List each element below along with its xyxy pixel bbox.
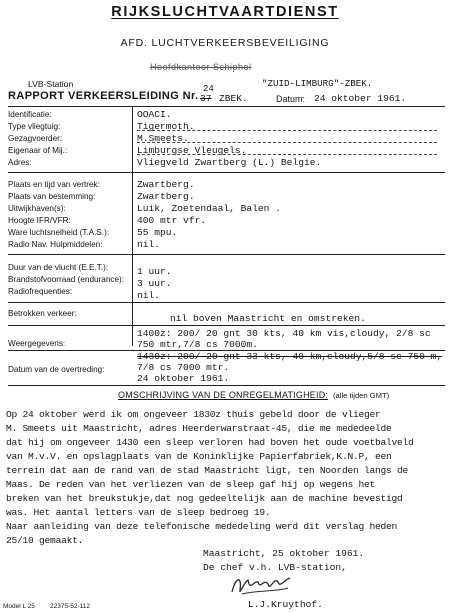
station-label: LVB-Station bbox=[28, 79, 74, 89]
field-label: Uitwijkhaven(s): bbox=[8, 204, 66, 213]
place-date: Maastricht, 25 oktober 1961. bbox=[203, 548, 365, 559]
narrative-line: 25/10 gemaakt. bbox=[6, 535, 84, 546]
document-subtitle: AFD. LUCHTVERKEERSBEVEILIGING bbox=[120, 37, 330, 49]
address-value: Vliegveld Zwartberg (L.) Belgie. bbox=[137, 157, 322, 168]
dotted-line bbox=[137, 142, 437, 143]
row-rule bbox=[8, 172, 445, 173]
station-value: "ZUID-LIMBURG"-ZBEK. bbox=[262, 78, 373, 89]
struck-office-name: Hoofdkantoor Schiphol bbox=[150, 62, 252, 72]
weather-line: 1400z: 200/ 20 gnt 30 kts, 40 km vis,cloudy, 2/8 sc bbox=[137, 328, 431, 339]
destination-value: Zwartberg. bbox=[137, 191, 195, 202]
report-suffix: ZBEK. bbox=[219, 93, 248, 104]
chief-title: De chef v.h. LVB-station, bbox=[203, 562, 347, 573]
narrative-line: was. Het aantal letters van de sleep bedroeg 19. bbox=[6, 507, 271, 518]
row-rule bbox=[8, 325, 445, 326]
flight-duration-value: 1 uur. bbox=[137, 266, 172, 277]
departure-value: Zwartberg. bbox=[137, 179, 195, 190]
endurance-value: 3 uur. bbox=[137, 278, 172, 289]
print-code: 22375-52-112 bbox=[50, 603, 90, 610]
field-label: Radio Nav. Hulpmiddelen: bbox=[8, 240, 103, 249]
dotted-line bbox=[137, 154, 437, 155]
narrative-line: dat hij om ongeveer 1430 een sleep verloren had boven het oude voetbalveld bbox=[6, 437, 414, 448]
signatory-name: L.J.Kruythof. bbox=[248, 599, 323, 610]
report-number-new: 24 bbox=[203, 84, 214, 94]
airspeed-value: 55 mpu. bbox=[137, 227, 178, 238]
field-label: Gezagvoerder: bbox=[8, 134, 63, 143]
row-rule bbox=[8, 254, 445, 255]
field-label: Hoogte IFR/VFR: bbox=[8, 216, 71, 225]
field-label: Plaats en tijd van vertrek: bbox=[8, 180, 100, 189]
field-label: Duur van de vlucht (E.E.T.): bbox=[8, 263, 109, 272]
form-code: Model L 25 bbox=[3, 603, 35, 610]
narrative-line: Op 24 oktober werd ik om ongeveer 1830z thuis gebeld door de vlieger bbox=[6, 409, 381, 420]
column-divider bbox=[132, 106, 133, 346]
report-label: RAPPORT VERKEERSLEIDING Nr. bbox=[8, 90, 199, 102]
violation-date-value: 24 oktober 1961. bbox=[137, 373, 230, 384]
dotted-line bbox=[137, 130, 437, 131]
narrative-line: terrein dat aan de rand van de stad Maastricht ligt, ten Noorden langs de bbox=[6, 465, 409, 476]
date-label: Datum: bbox=[276, 94, 306, 104]
aircraft-type-value: Tigermoth. bbox=[137, 121, 195, 132]
traffic-value: nil boven Maastricht en omstreken. bbox=[170, 313, 366, 324]
field-label: Identificatie: bbox=[8, 110, 52, 119]
field-label: Type vliegtuig: bbox=[8, 122, 61, 131]
time-note: (alle tijden GMT) bbox=[333, 391, 390, 400]
radio-frequencies-value: nil. bbox=[137, 290, 161, 301]
weather-line: 750 mtr,7/8 cs 7000m. bbox=[137, 339, 258, 350]
field-label: Betrokken verkeer: bbox=[8, 309, 77, 318]
narrative-line: breken van het breukstukje,dat nog gedeeltelijk aan de machine bevestigd bbox=[6, 493, 403, 504]
field-label: Radiofrequenties: bbox=[8, 287, 73, 296]
row-rule bbox=[8, 385, 445, 386]
row-rule bbox=[8, 302, 445, 303]
field-label: Eigenaar of Mij.: bbox=[8, 146, 68, 155]
field-label: Ware luchtsnelheid (T.A.S.): bbox=[8, 228, 110, 237]
narrative-line: Maas. De reden van het verliezen van de sleep gaf hij op wegens het bbox=[6, 479, 375, 490]
alternates-value: Luik, Zoetendaal, Balen . bbox=[137, 203, 281, 214]
owner-value: Limburgse Vleugels. bbox=[137, 145, 247, 156]
narrative-line: van M.v.V. en opslagplaats van de Koninklijke Papierfabriek,K.N.P, een bbox=[6, 451, 392, 462]
narrative-line: M. Smeets uit Maastricht, adres Heerderwarstraat-45, die me mededeelde bbox=[6, 423, 392, 434]
section-heading: OMSCHRIJVING VAN DE ONREGELMATIGHEID: bbox=[118, 390, 329, 400]
signature bbox=[228, 572, 302, 600]
altitude-value: 400 mtr vfr. bbox=[137, 215, 207, 226]
radio-nav-value: nil. bbox=[137, 239, 161, 250]
weather-line-struck: 1430z: 200/ 20 gnt 33 kts, 40 km,cloudy,5/8 sc 750 m, bbox=[137, 351, 443, 362]
identification-value: OOACI. bbox=[137, 109, 172, 120]
table-top-rule bbox=[8, 106, 445, 107]
field-label: Adres: bbox=[8, 158, 32, 167]
report-date: 24 oktober 1961. bbox=[314, 93, 407, 104]
field-label: Datum van de overtreding: bbox=[8, 365, 105, 374]
field-label: Weergegevens: bbox=[8, 339, 66, 348]
narrative-line: Naar aanleiding van deze telefonische mededeling werd dit verslag heden bbox=[6, 521, 398, 532]
document-title: RIJKSLUCHTVAARTDIENST bbox=[111, 4, 339, 20]
field-label: Brandstofvoorraad (endurance): bbox=[8, 275, 125, 284]
pilot-value: M.Smeets. bbox=[137, 133, 189, 144]
field-label: Plaats van bestemming: bbox=[8, 192, 96, 201]
weather-line: 7/8 cs 7000 mtr. bbox=[137, 362, 230, 373]
report-number-old: 37 bbox=[200, 93, 212, 104]
